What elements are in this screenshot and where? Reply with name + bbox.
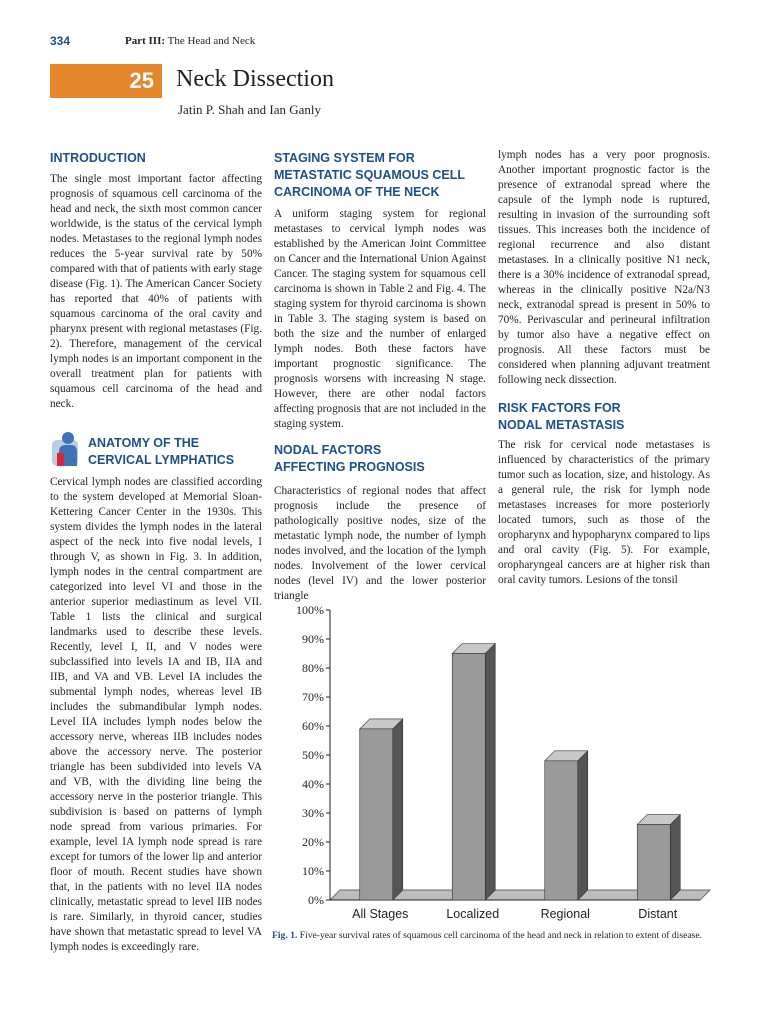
running-header xyxy=(125,35,255,47)
figure-caption xyxy=(272,929,712,942)
bar-side xyxy=(670,815,680,900)
y-tick-label: 70% xyxy=(302,690,324,704)
y-tick-label: 80% xyxy=(302,661,324,675)
risk-text: The risk for cervical node metastases is influenced by characteristics of the primary tumor such as location, size, and histology. As a general rule, the risk for lymph node metastases increases for more posteriorly located tumors, such as those of the oropharynx and hypopharynx compared to lips and oral cavity (Fig. 5). For example, oropharyngeal cancers are at higher risk than oral cavity tumors. Lesions of the tonsil xyxy=(498,439,710,586)
y-tick-label: 10% xyxy=(302,864,324,878)
anatomy-text: Cervical lymph nodes are classified according to the system developed at Memorial Sloan-Kettering Cancer Center in the 1930s. This system divides the lymph nodes in the lateral aspect of the neck into five nodal levels, I through V, as shown in Fig. 3. In addition, lymph nodes in the central compartment are categorized into level VI and those in the anterior superior mediastinum as level VII. Table 1 lists the clinical and surgical landmarks used to describe these levels. Recently, level I, II, and V nodes were subclassified into levels IA and IB, IIA and IIB, and VA and VB. Level IA includes the submental lymph nodes, whereas level IB includes the submandibular lymph nodes. Level IIA includes lymph nodes below the accessory nerve, whereas IIB includes nodes above the accessory nerve. The posterior triangle has been subdivided into levels VA and VB, with the dividing line being the accessory nerve in the posterior triangle. This subdivision is based on patterns of lymph node spread from various primaries. For example, level IA lymph node spread is rare except for tumors of the lower lip and anterior floor of mouth. Recent studies have shown that, in the patients with no level IIA nodes clinically, metastatic spread to level IIB nodes is rare. Similarly, in thyroid cancer, studies have shown that metastatic spread to level VA lymph nodes is exceedingly rare. xyxy=(50,476,262,953)
introduction-text: The single most important factor affecting prognosis of squamous cell carcinoma of the head and neck, the sixth most common cancer worldwide, is the status of the cervical lymph nodes. Metastases to the regional lymph nodes reduces the 5-year survival rate by 50% compared with that of patients with early stage disease (Fig. 1). The American Cancer Society has reported that 40% of patients with squamous carcinoma of the oral cavity and pharynx present with regional metastases (Fig. 2). Therefore, management of the cervical lymph nodes is an important component in the overall treatment plan for patients with squamous cell carcinoma of the head and neck. xyxy=(50,173,262,410)
heading-staging-line1: STAGING SYSTEM FOR xyxy=(274,151,415,165)
bar xyxy=(452,654,485,901)
continued-text: lymph nodes has a very poor prognosis. Another important prognostic factor is the presence of extranodal spread where the capsule of the lymph node is ruptured, resulting in invasion of the surrounding soft tissues. This increases both the incidence of regional recurrence and also distant metastases. In a clinically positive N1 neck, there is a 30% incidence of extranodal spread, whereas in the clinically positive N2a/N3 neck, extranodal spread is present in 50% to 70%. Perivascular and perineural infiltration by tumor also have a negative effect on prognosis. All these factors must be considered when planning adjuvant treatment following neck dissection. xyxy=(498,149,710,386)
survival-bar-chart xyxy=(270,598,720,928)
chapter-number: 25 xyxy=(50,64,162,98)
heading-risk-line1: RISK FACTORS FOR xyxy=(498,401,621,415)
heading-anatomy-line1: ANATOMY OF THE xyxy=(88,436,200,450)
x-tick-label: Regional xyxy=(540,907,590,921)
y-tick-label: 30% xyxy=(302,806,324,820)
heading-staging-line2: METASTATIC SQUAMOUS CELL xyxy=(274,168,465,182)
part-title: The Head and Neck xyxy=(167,35,256,47)
heading-anatomy-line2: CERVICAL LYMPHATICS xyxy=(88,453,235,467)
heading-staging-line3: CARCINOMA OF THE NECK xyxy=(274,185,440,199)
chapter-title: Neck Dissection xyxy=(176,66,334,92)
y-tick-label: 60% xyxy=(302,719,324,733)
caption-label: Fig. 1. xyxy=(272,930,298,941)
staging-text: A uniform staging system for regional metastases to cervical lymph nodes was established by the American Joint Committee on Cancer and the International Union Against Cancer. The staging system for squamous cell carcinoma is shown in Table 2 and Fig. 4. The staging system for thyroid carcinoma is shown in Table 3. The staging system is based on both the size and the number of enlarged lymph nodes. Both these factors have important prognostic significance. The prognosis worsens with increasing N stage. However, there are other nodal factors affecting prognosis that are not included in the staging system. xyxy=(274,208,486,430)
section-figure-icon xyxy=(48,430,82,468)
heading-introduction: INTRODUCTION xyxy=(50,151,146,165)
y-tick-label: 40% xyxy=(302,777,324,791)
x-tick-label: All Stages xyxy=(352,907,409,921)
bar-side xyxy=(485,644,495,901)
heading-nodal-line2: AFFECTING PROGNOSIS xyxy=(274,460,425,474)
heading-nodal-line1: NODAL FACTORS xyxy=(274,443,382,457)
y-tick-label: 20% xyxy=(302,835,324,849)
page-number: 334 xyxy=(50,34,71,48)
chapter-authors: Jatin P. Shah and Ian Ganly xyxy=(178,102,321,117)
part-label: Part III: xyxy=(125,35,166,47)
bar-side xyxy=(393,719,403,900)
x-tick-label: Distant xyxy=(638,907,678,921)
bar-side xyxy=(578,751,588,900)
y-tick-label: 90% xyxy=(302,632,324,646)
y-tick-label: 0% xyxy=(308,893,324,907)
heading-risk-line2: NODAL METASTASIS xyxy=(498,418,625,432)
x-tick-label: Localized xyxy=(446,907,500,921)
caption-text: Five-year survival rates of squamous cell carcinoma of the head and neck in relation to extent of disease. xyxy=(299,930,702,941)
y-tick-label: 100% xyxy=(296,603,324,617)
bar xyxy=(545,761,578,900)
bar xyxy=(360,729,393,900)
bar xyxy=(637,825,670,900)
nodal-text: Characteristics of regional nodes that affect prognosis include the presence of pathologically positive nodes, size of the metastatic lymph node, the number of lymph nodes involved, and the location of the lymph nodes. Involvement of the lower cervical nodes (level IV) and the lower posterior triangle xyxy=(274,485,486,602)
y-tick-label: 50% xyxy=(302,748,324,762)
